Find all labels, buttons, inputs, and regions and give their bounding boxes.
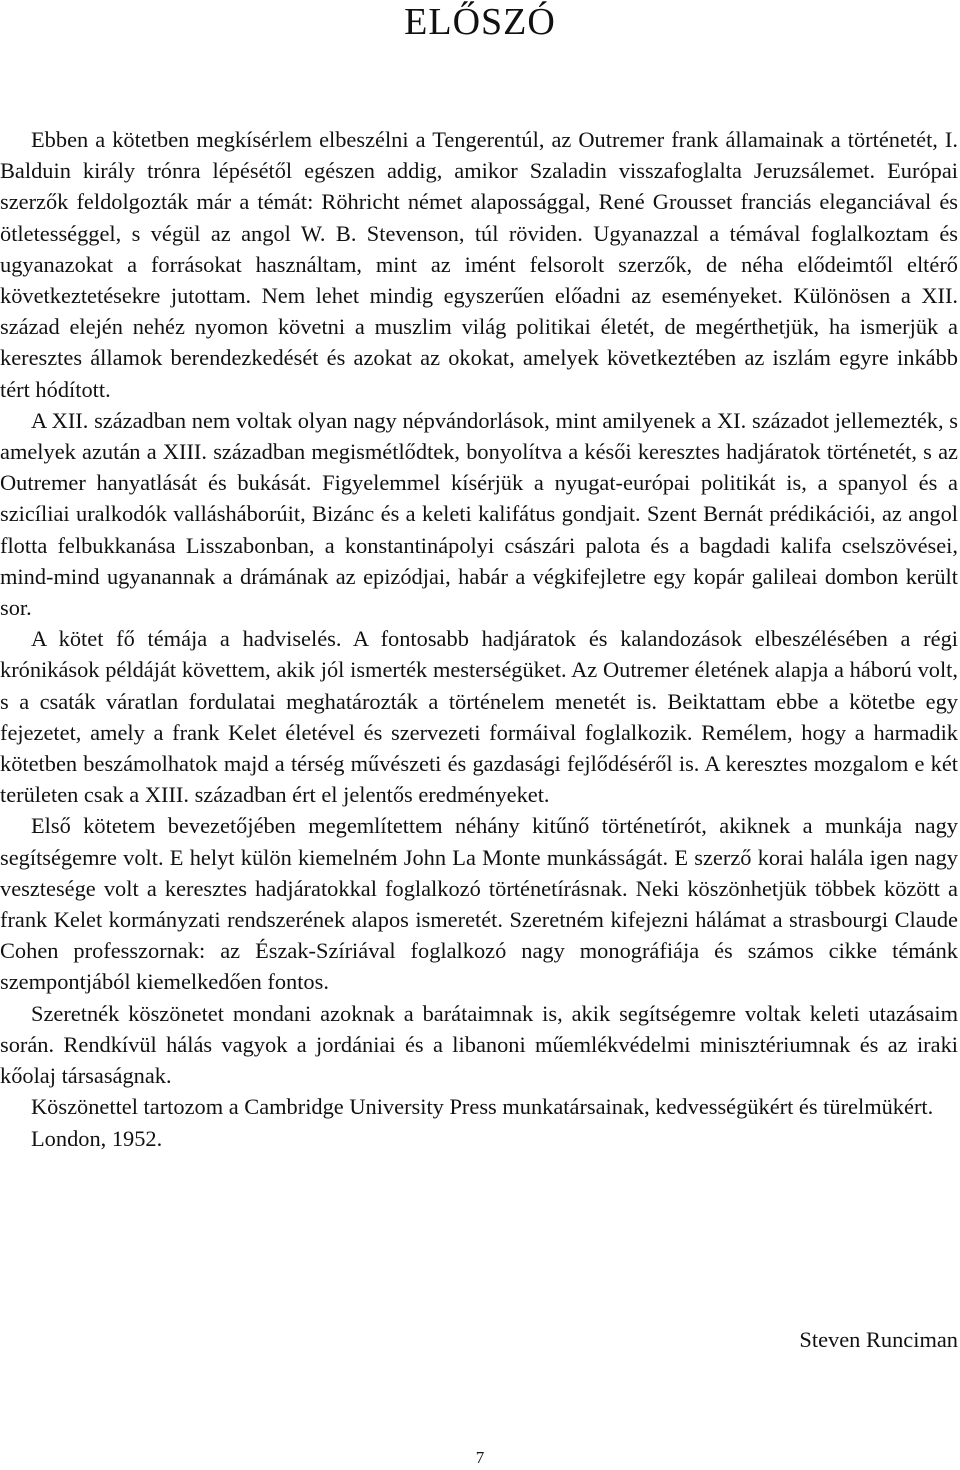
preface-body [0,124,958,1154]
paragraph-5: Szeretnék köszönetet mondani azoknak a barátaimnak is, akik segítségemre voltak keleti utazásaim során. Rendkívül hálás vagyok a jordániai és a libanoni műemlékvédelmi minisztériumnak és az iraki kőolaj társaságnak. [0,1000,958,1089]
author-signature: Steven Runciman [799,1327,958,1352]
date-line: London, 1952. [31,1125,163,1151]
paragraph-1: Ebben a kötetben megkísérlem elbeszélni a Tengerentúl, az Outremer frank államainak a történetét, I. Balduin király trónra lépésétől egészen addig, amikor Szaladin visszafoglalta Jeruzsálemet. Európai szerzők feldolgozták már a témát: Röhricht német alapossággal, René Grousset franciás eleganciával és ötletességgel, s végül az angol W. B. Stevenson, túl röviden. Ugyanazzal a témával foglalkoztam és ugyanazokat a forrásokat használtam, mint az imént felsorolt szerzők, de néha elődeimtől eltérő következtetésekre jutottam. Nem lehet mindig egyszerűen előadni az eseményeket. Különösen a XII. század elején nehéz nyomon követni a muszlim világ politikai életét, de megérthetjük, ha ismerjük a keresztes államok berendezkedését és azokat az okokat, amelyek következtében az iszlám egyre inkább tért hódított. [0,127,958,402]
paragraph-2: A XII. században nem voltak olyan nagy népvándorlások, mint amilyenek a XI. századot jellemezték, s amelyek azután a XIII. században megismétlődtek, bonyolítva a késői keresztes hadjáratok történetét, s az Outremer hanyatlását és bukását. Figyelemmel kísérjük a nyugat-európai politikát is, a spanyol és a szicíliai uralkodók vallásháborúit, Bizánc és a keleti kalifátus gondjait. Szent Bernát prédikációi, az angol flotta felbukkanása Lisszabonban, a konstantinápolyi császári palota és a bagdadi kalifa cselszövései, mind-mind ugyanannak a drámának az epizódjai, habár a végkifejletre egy kopár galileai dombon került sor. [0,407,958,621]
page-title: ELŐSZÓ [404,1,556,43]
paragraph-3: A kötet fő témája a hadviselés. A fontosabb hadjáratok és kalandozások elbeszélésében a régi krónikások példáját követtem, akik jól ismerték mesterségüket. Az Outremer életének alapja a háború volt, s a csaták váratlan fordulatai meghatározták a történelem menetét is. Beiktattam ebbe a kötetbe egy fejezetet, amely a frank Kelet életével és szervezeti formáival foglalkozik. Remélem, hogy a harmadik kötetben beszámolhatok majd a térség művészeti és gazdasági fejlődéséről is. A keresztes mozgalom e két területen csak a XIII. században ért el jelentős eredményeket. [0,626,958,808]
paragraph-4: Első kötetem bevezetőjében megemlítettem néhány kitűnő történetírót, akiknek a munkája nagy segítségemre volt. E helyt külön kiemelném John La Monte munkásságát. E szerző korai halála igen nagy vesztesége volt a keresztes hadjáratokkal foglalkozó történetírásnak. Neki köszönhetjük többek között a frank Kelet kormányzati rendszerének alapos ismeretét. Szeretném kifejezni hálámat a strasbourgi Claude Cohen professzornak: az Észak-Szíriával foglalkozó nagy monográfiája és számos cikke témánk szempontjából kiemelkedően fontos. [0,813,958,995]
paragraph-6: Köszönettel tartozom a Cambridge University Press munkatársainak, kedvességükért és türelmükért. [31,1094,934,1120]
page-number: 7 [475,1448,485,1467]
